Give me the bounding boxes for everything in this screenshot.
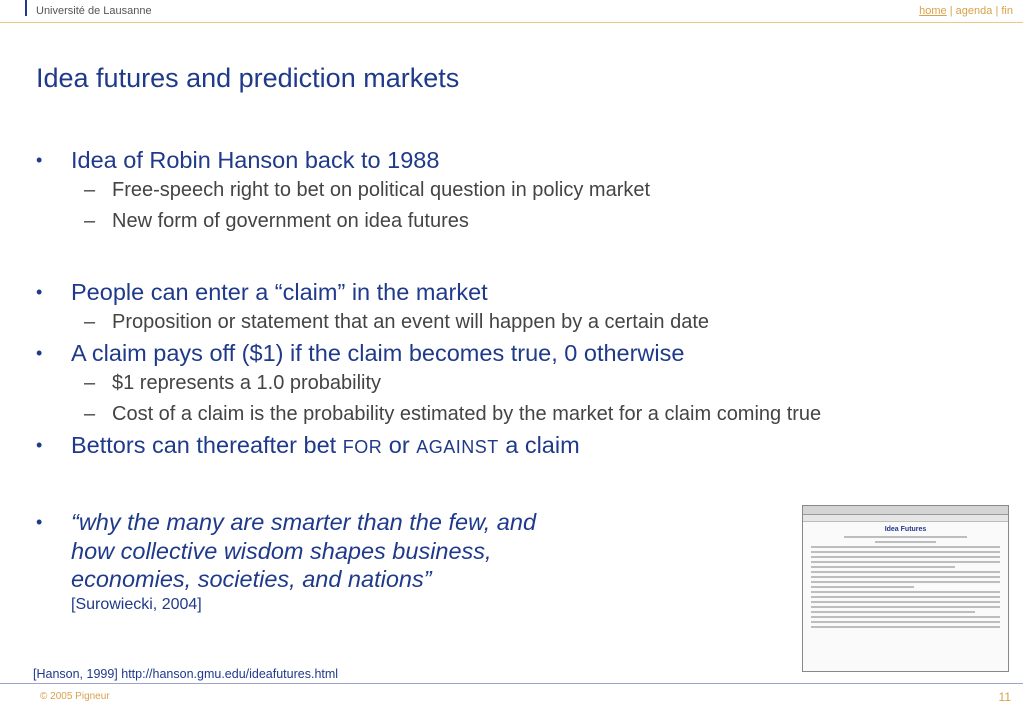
quote-citation: [Surowiecki, 2004] <box>71 596 202 613</box>
bullet-marker: • <box>36 343 43 363</box>
nav-separator: | <box>992 5 1002 17</box>
bullet-marker: • <box>36 150 43 170</box>
sub-bullet-text: Proposition or statement that an event will happen by a certain date <box>112 311 710 333</box>
copyright-text: © 2005 Pigneur <box>40 691 110 702</box>
sub-bullet-marker: – <box>84 311 96 333</box>
sub-bullet-marker: – <box>84 403 96 425</box>
slide-header <box>0 0 1023 22</box>
bullet-marker: • <box>36 512 43 532</box>
page-number: 11 <box>998 690 1011 704</box>
bullet-marker: • <box>36 435 43 455</box>
bullet-item <box>36 145 996 175</box>
browser-address-bar <box>803 515 1008 522</box>
sub-bullet-text: New form of government on idea futures <box>112 210 469 232</box>
sub-bullet-marker: – <box>84 179 96 201</box>
sub-bullet-marker: – <box>84 210 96 232</box>
sub-bullet-item <box>36 307 996 338</box>
bullet-item <box>36 430 996 460</box>
sub-bullet-item <box>36 175 996 206</box>
bullet-text: People can enter a “claim” in the market <box>71 279 488 305</box>
bullet-text-part: a claim <box>498 432 580 458</box>
bullet-text-for: FOR <box>342 437 383 457</box>
bullet-item <box>36 338 996 368</box>
header-nav <box>919 5 1013 17</box>
nav-agenda-link[interactable]: agenda <box>955 5 993 17</box>
nav-separator: | <box>946 5 956 17</box>
sub-bullet-text: $1 represents a 1.0 probability <box>112 372 382 394</box>
sub-bullet-item <box>36 206 996 237</box>
sub-bullet-item <box>36 368 996 399</box>
bullet-text-part: or <box>382 432 417 458</box>
sub-bullet-text: Cost of a claim is the probability estimated by the market for a claim coming true <box>112 403 822 425</box>
nav-fin-link[interactable]: fin <box>1001 5 1013 17</box>
thumbnail-page-title: Idea Futures <box>884 526 927 533</box>
quote-text: “why the many are smarter than the few, and how collective wisdom shapes business, economies, societies, and nations” <box>71 509 537 592</box>
sub-bullet-item <box>36 399 996 430</box>
bullet-text-part: Bettors can thereafter bet <box>71 432 343 458</box>
sub-bullet-marker: – <box>84 372 96 394</box>
institution-name: Université de Lausanne <box>36 5 152 17</box>
bullet-list <box>36 145 996 460</box>
bullet-marker: • <box>36 282 43 302</box>
header-divider <box>0 22 1023 23</box>
sub-bullet-text: Free-speech right to bet on political question in policy market <box>112 179 651 201</box>
footer-divider <box>0 683 1023 684</box>
slide-title: Idea futures and prediction markets <box>36 63 460 93</box>
header-accent-bar <box>25 0 27 16</box>
bullet-item <box>36 277 996 307</box>
nav-home-link[interactable]: home <box>919 5 947 17</box>
reference-citation: [Hanson, 1999] http://hanson.gmu.edu/ideafutures.html <box>33 667 339 681</box>
browser-toolbar <box>803 506 1008 515</box>
bullet-text: Idea of Robin Hanson back to 1988 <box>71 147 440 173</box>
bullet-text-against: AGAINST <box>416 437 499 457</box>
webpage-thumbnail <box>802 505 1009 672</box>
bullet-text: A claim pays off ($1) if the claim becomes true, 0 otherwise <box>71 340 685 366</box>
